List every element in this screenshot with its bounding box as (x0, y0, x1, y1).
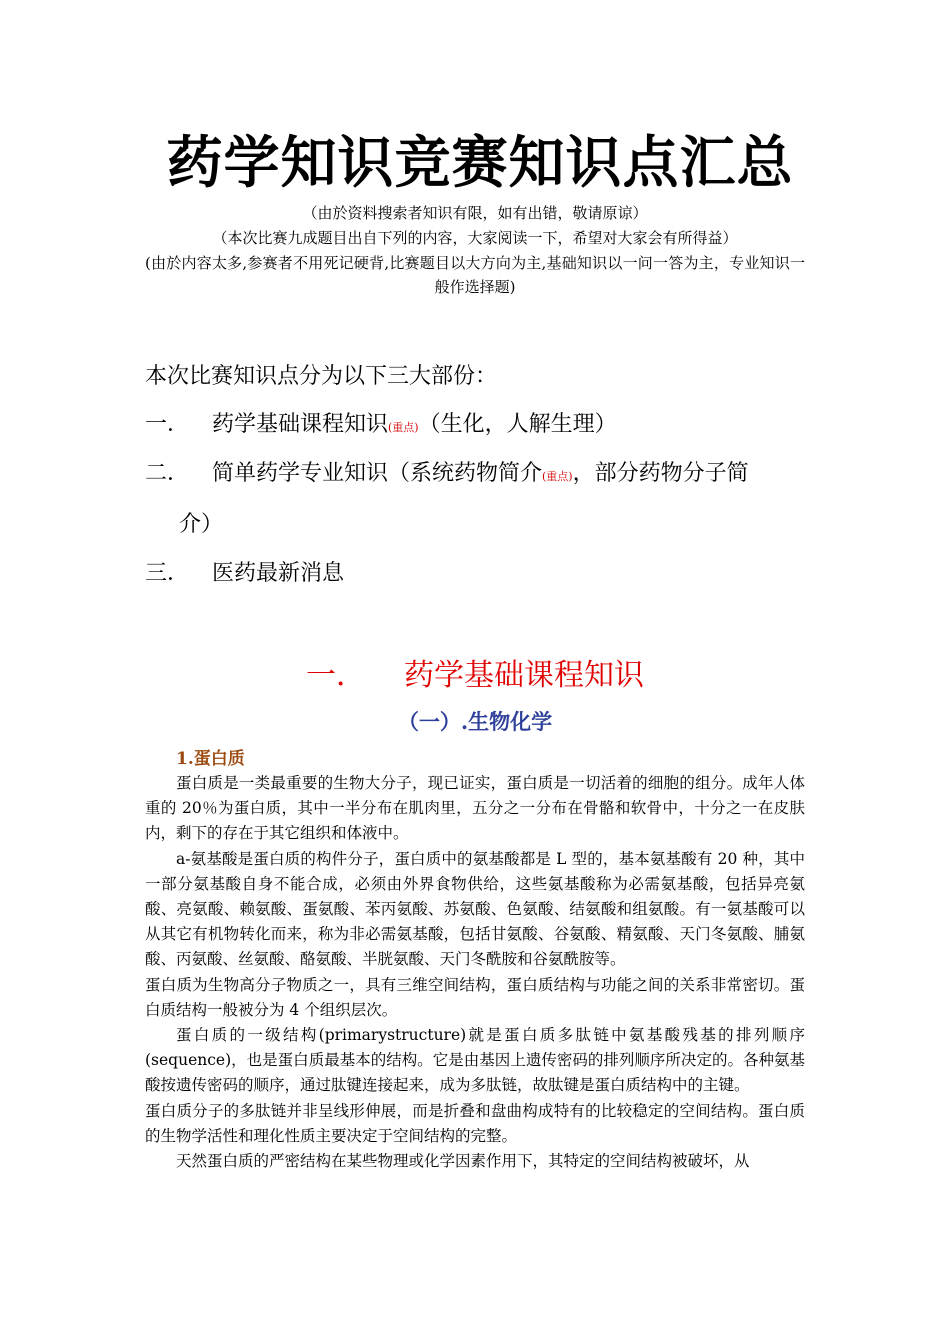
outline-number: 二． (145, 461, 190, 486)
note-line: (由於内容太多,参赛者不用死记硬背,比赛题目以大方向为主,基础知识以一问一答为主，专业知识一般作选择题) (145, 254, 805, 296)
key-point-mark: (重点) (388, 421, 419, 434)
note-line: （本次比赛九成题目出自下列的内容，大家阅读一下，希望对大家会有所得益） (212, 229, 738, 247)
outline-text: 简单药学专业知识（系统药物简介 (212, 461, 543, 486)
outline-number: 三． (145, 561, 190, 586)
topic-heading: 1.蛋白质 (176, 749, 245, 769)
paragraph: a-氨基酸是蛋白质的构件分子，蛋白质中的氨基酸都是 L 型的，基本氨基酸有 20 种，其中一部分氨基酸自身不能合成，必须由外界食物供给，这些氨基酸称为必需氨基酸，包括异亮氨酸、亮氨酸、赖氨酸、蛋氨酸、苯丙氨酸、苏氨酸、色氨酸、结氨酸和组氨酸。有一氨基酸可以从其它有机物转化而来，称为非必需氨基酸，包括甘氨酸、谷氨酸、精氨酸、天门冬氨酸、脯氨酸、丙氨酸、丝氨酸、酪氨酸、半胱氨酸、天门冬酰胺和谷氨酰胺等。 (145, 849, 805, 969)
paragraph: 天然蛋白质的严密结构在某些物理或化学因素作用下，其特定的空间结构被破坏，从 (176, 1152, 750, 1171)
paragraph: 蛋白质的一级结构(primarystructure)就是蛋白质多肽链中氨基酸残基的排列顺序(sequence)，也是蛋白质最基本的结构。它是由基因上遗传密码的排列顺序所决定的。各种氨基酸按遗传密码的顺序，通过肽键连接起来，成为多肽链，故肽键是蛋白质结构中的主键。 (145, 1026, 805, 1095)
paragraph: 蛋白质是一类最重要的生物大分子，现已证实，蛋白质是一切活着的细胞的组分。成年人体重的 20％为蛋白质，其中一半分布在肌肉里，五分之一分布在骨骼和软骨中，十分之一在皮肤内，剩下的存在于其它组织和体液中。 (145, 774, 805, 843)
outline-continuation: 介） (179, 512, 224, 537)
section-title: 药学基础课程知识 (404, 658, 644, 693)
outline-item-2 (145, 450, 809, 549)
paragraph: 蛋白质分子的多肽链并非呈线形伸展，而是折叠和盘曲构成特有的比较稳定的空间结构。蛋白质的生物学活性和理化性质主要决定于空间结构的完整。 (145, 1101, 805, 1145)
section-heading (0, 650, 950, 702)
outline-number: 一． (145, 412, 190, 437)
outline-item-3 (145, 550, 809, 598)
outline-item-1 (145, 401, 809, 452)
document-title: 药学知识竞赛知识点汇总 (166, 131, 794, 196)
body-text (145, 771, 805, 1174)
outline-text: 药学基础课程知识 (212, 412, 389, 437)
intro-text: 本次比赛知识点分为以下三大部份： (145, 364, 498, 389)
outline-tail: ，部分药物分子简 (572, 461, 749, 486)
section-number: 一． (306, 658, 366, 693)
paragraph: 蛋白质为生物高分子物质之一，具有三维空间结构，蛋白质结构与功能之间的关系非常密切。蛋白质结构一般被分为 4 个组织层次。 (145, 975, 805, 1019)
key-point-mark: (重点) (542, 470, 573, 483)
outline-text: 医药最新消息 (212, 561, 345, 586)
outline-tail: （生化，人解生理） (418, 412, 617, 437)
note-line: （由於资料搜索者知识有限，如有出错，敬请原谅） (302, 204, 648, 222)
subsection-heading: （一）.生物化学 (397, 709, 553, 734)
